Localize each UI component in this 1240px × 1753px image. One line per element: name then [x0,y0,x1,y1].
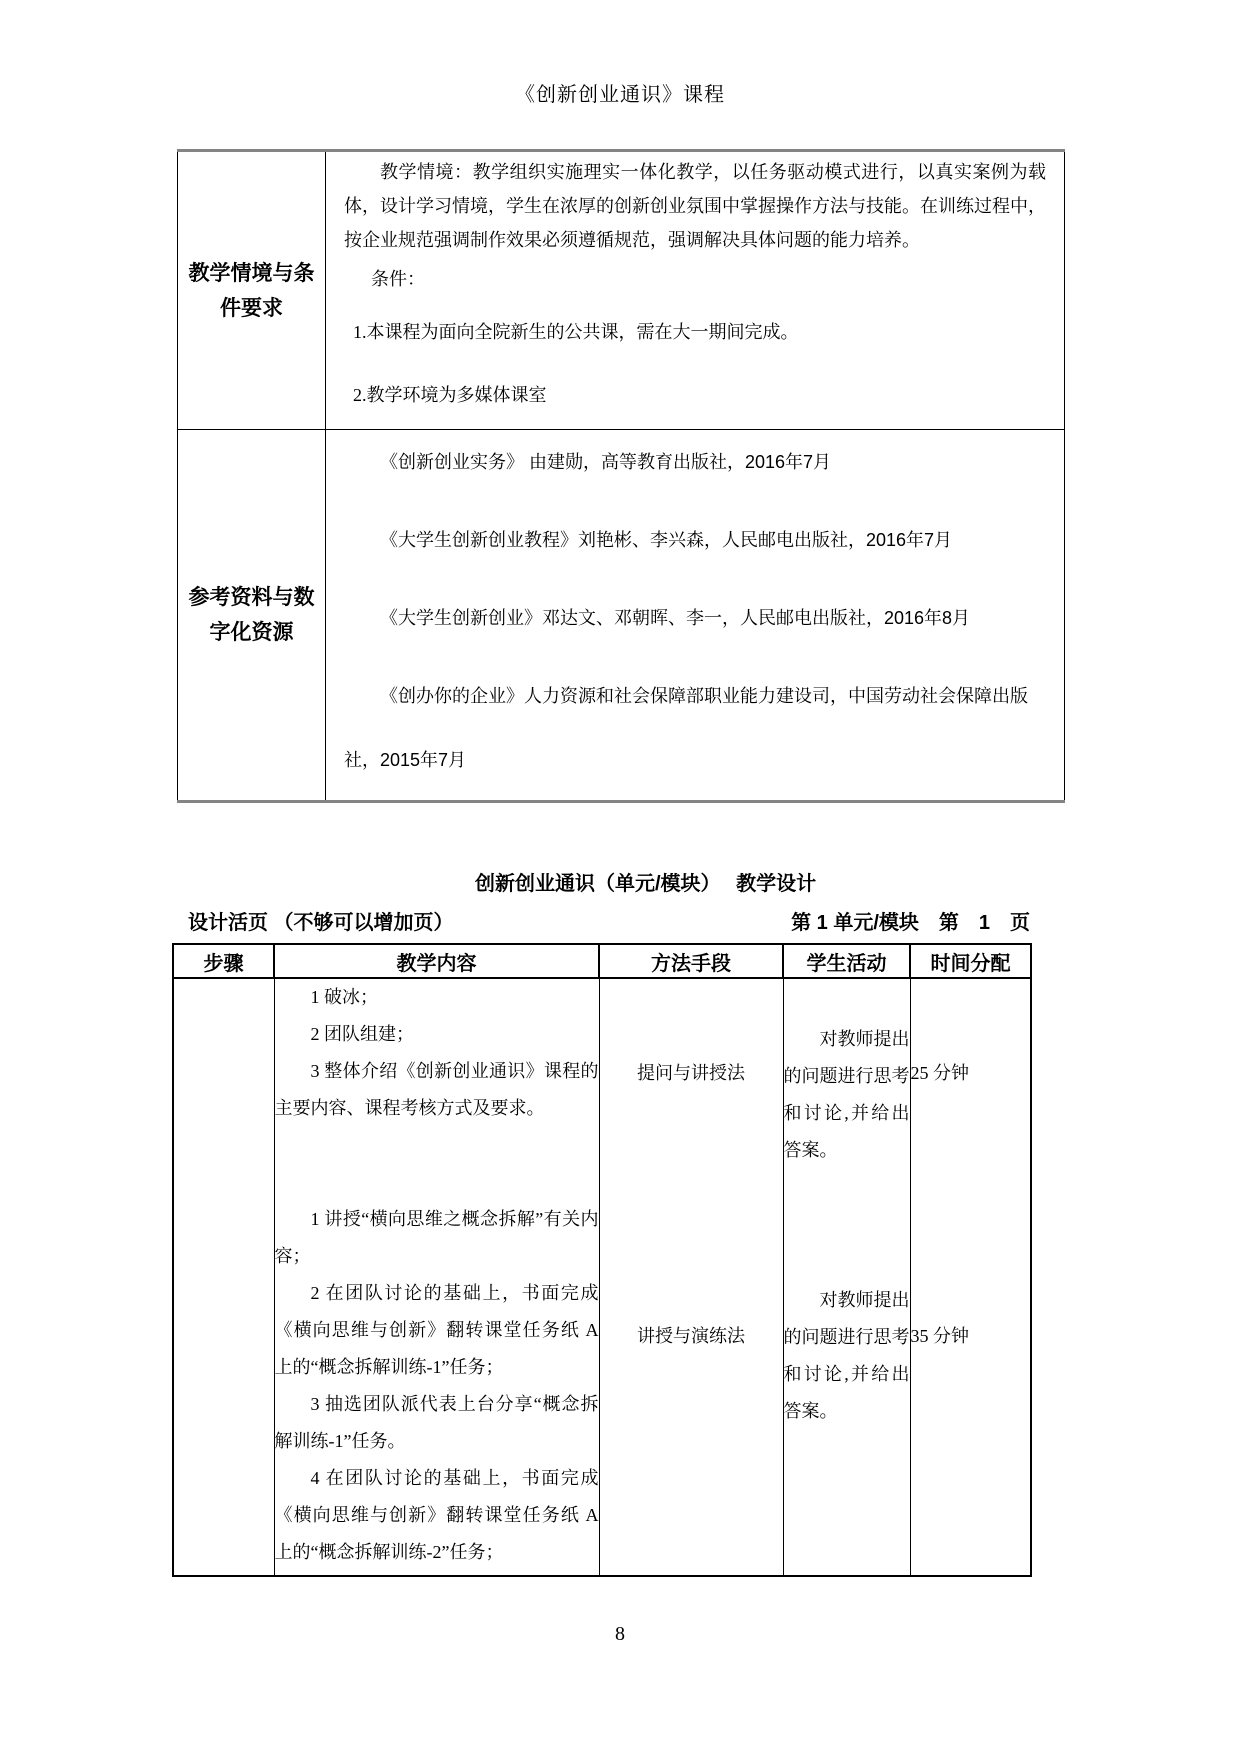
reference-item: 《大学生创新创业》邓达文、邓朝晖、李一，人民邮电出版社，2016年8月 [380,608,971,628]
content-line: 3 整体介绍《创新创业通识》课程的主要内容、课程考核方式及要求。 [274,1061,599,1118]
time-cell [910,978,1031,1576]
method-entry: 提问与讲授法 [637,1063,745,1083]
info-table [177,149,1065,803]
design-table-body-row [173,978,1031,1576]
reference-item: 《创办你的企业》人力资源和社会保障部职业能力建设司，中国劳动社会保障出版社，2015年7月 [344,686,1028,770]
design-note-left: 设计活页 （不够可以增加页） [188,912,454,934]
page-number: 8 [615,1623,625,1645]
content-line: 3 抽选团队派代表上台分享“概念拆解训练-1”任务。 [274,1394,599,1451]
student-activity-cell [783,978,910,1576]
paragraph-condition-1: 1.本课程为面向全院新生的公共课，需在大一期间完成。 [353,322,799,342]
content-line: 1 讲授“横向思维之概念拆解”有关内容； [274,1209,599,1266]
content-line: 4 在团队讨论的基础上，书面完成《横向思维与创新》翻转课堂任务纸 A 上的“概念拆解训练-2”任务； [274,1468,599,1562]
reference-item: 《大学生创新创业教程》刘艳彬、李兴森，人民邮电出版社，2016年7月 [380,530,953,550]
situation-content-cell [326,151,1065,430]
situation-row-label: 教学情境与条件要求 [178,151,326,430]
reference-item: 《创新创业实务》 由建勋，高等教育出版社，2016年7月 [380,452,832,472]
design-table [172,943,1032,1577]
paragraph-conditions-heading: 条件： [371,269,425,289]
content-line: 2 在团队讨论的基础上，书面完成《横向思维与创新》翻转课堂任务纸 A 上的“概念拆解训练-1”任务； [274,1283,599,1377]
column-header-time: 时间分配 [910,944,1031,978]
column-header-method: 方法手段 [599,944,783,978]
methods-cell [599,978,783,1576]
activity-entry: 对教师提出的问题进行思考和讨论,并给出答案。 [783,1029,910,1160]
activity-entry: 对教师提出的问题进行思考和讨论,并给出答案。 [783,1290,910,1421]
time-entry: 25 分钟 [910,1063,969,1083]
time-entry: 35 分钟 [910,1326,969,1346]
document-title: 《创新创业通识》课程 [515,84,725,106]
info-row-situation [178,151,1065,430]
design-section-title: 创新创业通识（单元/模块） 教学设计 [475,873,817,895]
column-header-step: 步骤 [173,944,274,978]
step-cell [173,978,274,1576]
content-line: 1 破冰； [310,987,378,1007]
design-section-subheader [188,910,1030,936]
column-header-activity: 学生活动 [783,944,910,978]
design-note-right: 第 1 单元/模块 第 1 页 [791,912,1030,934]
info-row-references [178,430,1065,802]
teaching-content-block-2 [275,1201,599,1571]
column-header-content: 教学内容 [274,944,599,978]
content-line: 2 团队组建； [310,1024,414,1044]
method-entry: 讲授与演练法 [637,1326,745,1346]
design-table-header-row [173,944,1031,978]
teaching-content-block-1 [275,979,599,1127]
references-row-label: 参考资料与数字化资源 [178,430,326,802]
teaching-content-cell [274,978,599,1576]
references-content-cell [326,430,1065,802]
paragraph-teaching-situation: 教学情境：教学组织实施理实一体化教学，以任务驱动模式进行，以真实案例为载体，设计学习情境，学生在浓厚的创新创业氛围中掌握操作方法与技能。在训练过程中，按企业规范强调制作效果必须遵循规范，强调解决具体问题的能力培养。 [344,162,1046,250]
paragraph-condition-2: 2.教学环境为多媒体课室 [353,385,547,405]
